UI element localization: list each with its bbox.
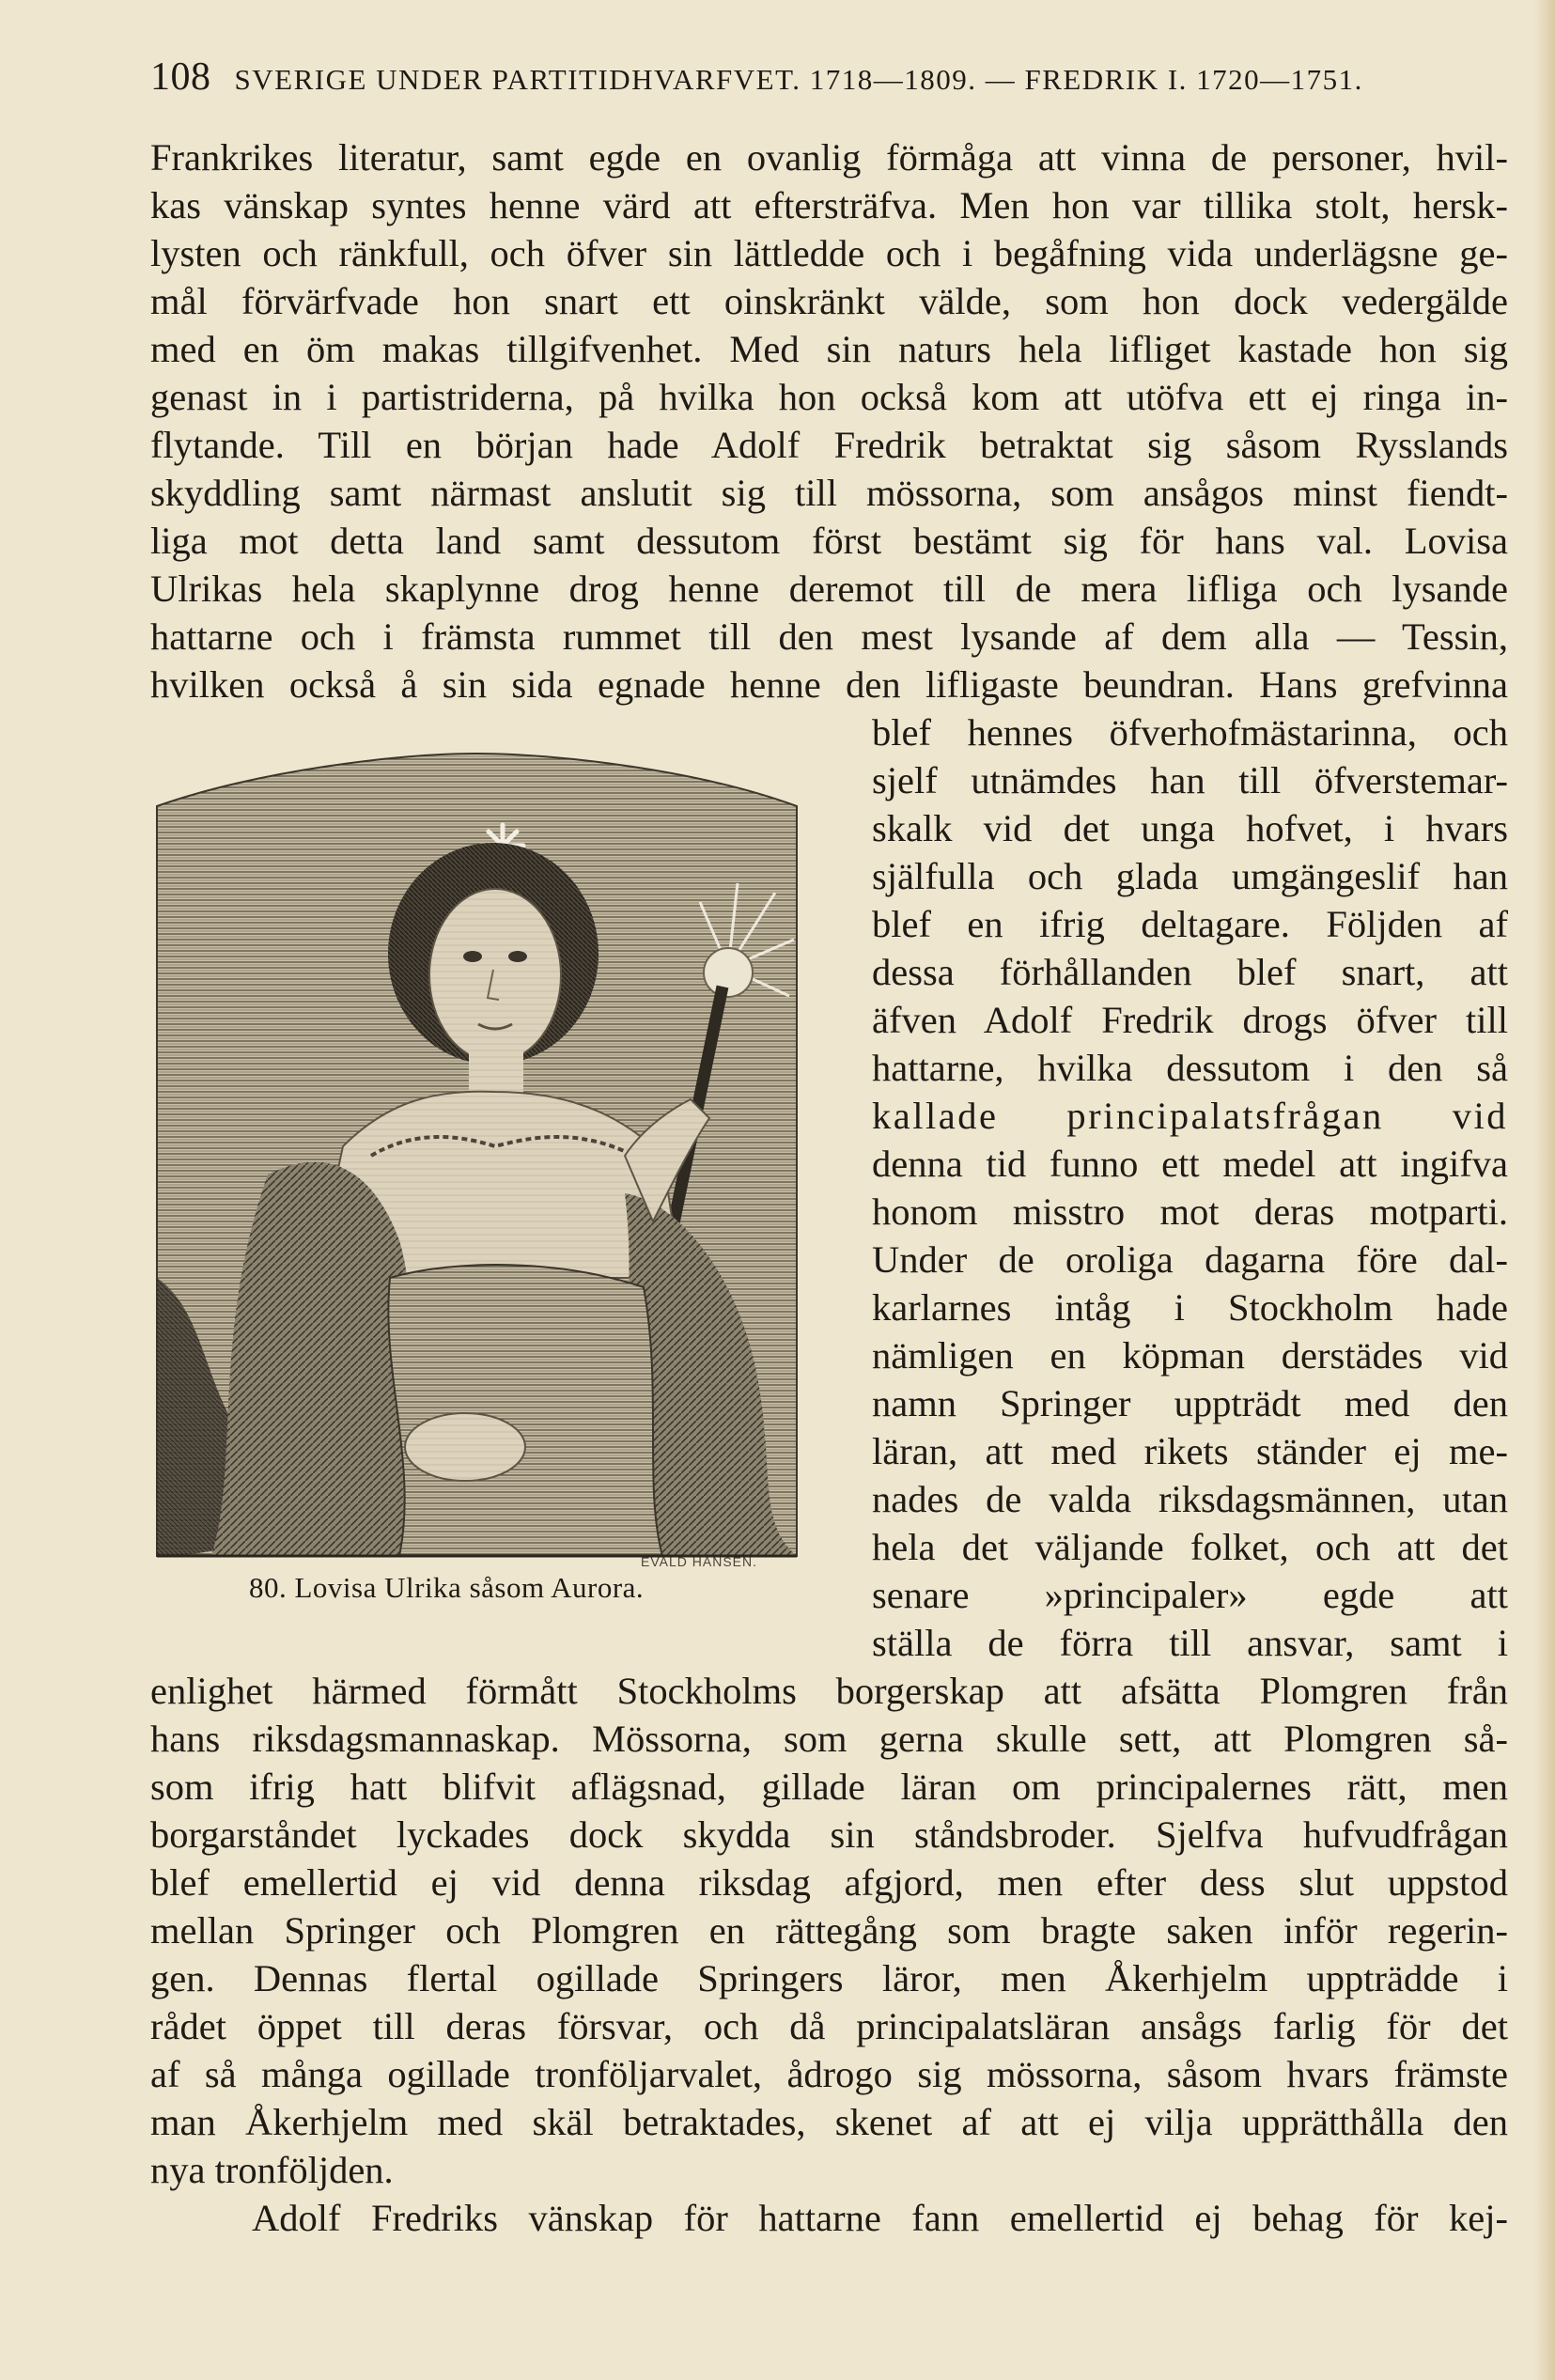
text-line: kallade principalatsfrågan vid [872,1095,1508,1137]
engraver-signature: EVALD HANSEN. [641,1554,757,1569]
text-line: mål förvärfvade hon snart ett oinskränkt välde, som hon dock vedergälde [150,280,1508,322]
text-line: af så många ogillade tronföljarvalet, ådrogo sig mössorna, såsom hvars främste [150,2053,1508,2095]
running-header [150,54,1541,101]
text-line: som ifrig hatt blifvit aflägsnad, gillade läran om principalernes rätt, men [150,1766,1508,1808]
text-line: honom misstro mot deras motparti. [872,1190,1508,1233]
text-line: hattarne, hvilka dessutom i den så [872,1047,1508,1089]
text-line: ställa de förra till ansvar, samt i [872,1622,1508,1664]
text-line: flytande. Till en början hade Adolf Fredrik betraktat sig såsom Rysslands [150,424,1508,466]
text-line: Ulrikas hela skaplynne drog henne deremot till de mera lifliga och lysande [150,568,1508,610]
text-line: gen. Dennas flertal ogillade Springers läror, men Åkerhjelm uppträdde i [150,1957,1508,1999]
text-line: karlarnes intåg i Stockholm hade [872,1286,1508,1329]
figure-caption: 80. Lovisa Ulrika såsom Aurora. [249,1571,645,1604]
text-line: hans riksdagsmannaskap. Mössorna, som gerna skulle sett, att Plomgren så- [150,1718,1508,1760]
text-line: genast in i partistriderna, på hvilka hon också kom att utöfva ett ej ringa in- [150,376,1508,418]
text-line: nämligen en köpman derstädes vid [872,1334,1508,1377]
running-title: SVERIGE UNDER PARTITIDHVARFVET. 1718—1809. — FREDRIK I. 1720—1751. [234,63,1363,96]
text-line: dessa förhållanden blef snart, att [872,951,1508,993]
text-line: senare »principaler» egde att [872,1574,1508,1616]
text-line: Adolf Fredriks vänskap för hattarne fann emellertid ej behag för kej- [252,2197,1508,2239]
text-line: läran, att med rikets ständer ej me- [872,1430,1508,1472]
text-line: namn Springer uppträdt med den [872,1382,1508,1424]
text-line: hattarne och i främsta rummet till den mest lysande af dem alla — Tessin, [150,615,1508,658]
text-line: denna tid funno ett medel att ingifva [872,1143,1508,1185]
portrait-engraving [155,752,799,1558]
text-line: mellan Springer och Plomgren en rättegång som bragte saken inför regerin- [150,1909,1508,1952]
text-line: skyddling samt närmast anslutit sig till mössorna, som ansågos minst fiendt- [150,472,1508,514]
text-line: borgarståndet lyckades dock skydda sin ståndsbroder. Sjelfva hufvudfrågan [150,1813,1508,1856]
text-line: hvilken också å sin sida egnade henne den lifligaste beundran. Hans grefvinna [150,663,1508,706]
text-line: Under de oroliga dagarna före dal- [872,1238,1508,1281]
text-line: hela det väljande folket, och att det [872,1526,1508,1568]
text-line: nades de valda riksdagsmännen, utan [872,1478,1508,1520]
text-line: skalk vid det unga hofvet, i hvars [872,807,1508,849]
text-line: Frankrikes literatur, samt egde en ovanlig förmåga att vinna de personer, hvil- [150,136,1508,179]
page-edge [1534,0,1555,2380]
text-line: kas vänskap syntes henne värd att eftersträfva. Men hon var tillika stolt, hersk- [150,184,1508,226]
text-line: blef emellertid ej vid denna riksdag afgjord, men efter dess slut uppstod [150,1861,1508,1904]
text-line: blef hennes öfverhofmästarinna, och [872,711,1508,754]
text-line: nya tronföljden. [150,2149,394,2191]
text-line: själfulla och glada umgängeslif han [872,855,1508,897]
text-line: äfven Adolf Fredrik drogs öfver till [872,999,1508,1041]
text-line: blef en ifrig deltagare. Följden af [872,903,1508,945]
text-line: liga mot detta land samt dessutom först bestämt sig för hans val. Lovisa [150,520,1508,562]
text-line: med en öm makas tillgifvenhet. Med sin naturs hela lifliget kastade hon sig [150,328,1508,370]
text-line: sjelf utnämdes han till öfverstemar- [872,759,1508,801]
text-line: man Åkerhjelm med skäl betraktades, skenet af att ej vilja upprätthålla den [150,2101,1508,2143]
page-number: 108 [150,55,211,99]
text-line: enlighet härmed förmått Stockholms borgerskap att afsätta Plomgren från [150,1670,1508,1712]
text-line: rådet öppet till deras försvar, och då principalatsläran ansågs farlig för det [150,2005,1508,2047]
text-line: lysten och ränkfull, och öfver sin lättledde och i begåfning vida underlägsne ge- [150,232,1508,274]
